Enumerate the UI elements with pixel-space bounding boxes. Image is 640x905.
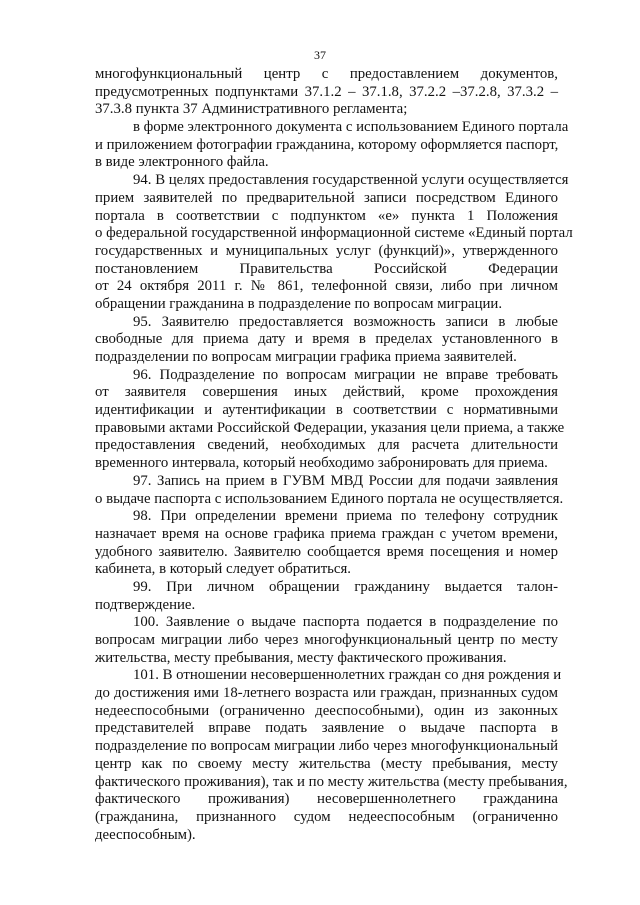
paragraph (95, 579, 558, 614)
text-line: обращении гражданина в подразделение по вопросам миграции. (95, 295, 503, 312)
text-line: прием заявителей по предварительной записи посредством Единого (95, 189, 558, 206)
text-line: о выдаче паспорта с использованием Единого портала не осуществляется. (95, 490, 564, 507)
text-line: правовыми актами Российской Федерации, указания цели приема, а также (95, 419, 565, 436)
text-line: 97. Запись на прием в ГУВМ МВД России для подачи заявления (133, 472, 558, 489)
text-line: 94. В целях предоставления государственной услуги осуществляется (133, 172, 569, 189)
text-line: назначает время на основе графика приема граждан с учетом времени, (95, 525, 558, 542)
paragraph (95, 66, 558, 119)
text-line: свободные для приема дату и время в пределах установленного в (95, 331, 558, 348)
text-line: от 24 октября 2011 г. № 861, телефонной связи, либо при личном (95, 278, 558, 295)
text-line: фактического проживания), так и по месту жительства (месту пребывания, (95, 773, 568, 790)
text-line: 101. В отношении несовершеннолетних граждан со дня рождения и (133, 667, 562, 684)
text-line: о федеральной государственной информационной системе «Единый портал (95, 225, 573, 242)
text-line: предусмотренных подпунктами 37.1.2 – 37.1.8, 37.2.2 –37.2.8, 37.3.2 – (95, 83, 558, 100)
text-line: 98. При определении времени приема по телефону сотрудник (133, 508, 558, 525)
text-line: и приложением фотографии гражданина, которому оформляется паспорт, (95, 136, 559, 153)
text-line: 99. При личном обращении гражданину выдается талон- (133, 578, 558, 595)
text-line: 100. Заявление о выдаче паспорта подается в подразделение по (133, 614, 558, 631)
text-line: предоставления сведений, необходимых для расчета длительности (95, 437, 558, 454)
text-line: вопросам миграции либо через многофункциональный центр по месту (95, 632, 558, 648)
document-body (95, 66, 573, 844)
text-line: в виде электронного файла. (95, 154, 269, 171)
text-line: подразделении по вопросам миграции графика приема заявителей. (95, 349, 517, 365)
text-line: идентификации и аутентификации в соответствии с нормативными (95, 402, 558, 419)
paragraph (95, 667, 568, 844)
text-line: дееспособным). (95, 826, 196, 843)
text-line: центр как по своему месту жительства (месту пребывания, месту (95, 755, 558, 772)
text-line: подтверждение. (95, 596, 196, 613)
text-line: фактического проживания) несовершеннолетнего гражданина (95, 791, 558, 808)
text-line: постановлением Правительства Российской Федерации (95, 260, 558, 277)
paragraph (95, 314, 558, 367)
text-line: от заявителя совершения иных действий, кроме прохождения (95, 384, 558, 401)
text-line: (гражданина, признанного судом недееспособным (ограниченно (95, 808, 558, 825)
text-line: удобного заявителю. Заявителю сообщается время посещения и номер (95, 543, 558, 560)
text-line: многофункциональный центр с предоставлением документов, (95, 66, 558, 82)
paragraph (95, 172, 573, 314)
paragraph (95, 614, 558, 667)
text-line: портала в соответствии с подпунктом «е» пункта 1 Положения (95, 207, 558, 224)
text-line: 95. Заявителю предоставляется возможность записи в любые (133, 313, 558, 330)
text-line: в форме электронного документа с использованием Единого портала (133, 119, 569, 136)
text-line: кабинета, в который следует обратиться. (95, 561, 352, 578)
text-line: государственных и муниципальных услуг (функций)», утвержденного (95, 242, 558, 259)
text-line: представителей вправе подать заявление о выдаче паспорта в (95, 720, 558, 737)
text-line: 37.3.8 пункта 37 Административного регламента; (95, 101, 408, 118)
page-number: 37 (314, 48, 326, 62)
text-line: 96. Подразделение по вопросам миграции не вправе требовать (133, 366, 558, 383)
text-line: недееспособными (ограниченно дееспособными), один из законных (95, 702, 558, 719)
paragraph (95, 119, 569, 172)
paragraph (95, 472, 564, 508)
text-line: подразделение по вопросам миграции либо через многофункциональный (95, 738, 558, 755)
text-line: жительства, месту пребывания, месту фактического проживания. (95, 649, 507, 666)
paragraph (95, 366, 565, 473)
text-line: до достижения ими 18-летнего возраста или граждан, признанных судом (95, 685, 558, 702)
text-line: временного интервала, который необходимо забронировать для приема. (95, 455, 548, 472)
paragraph (95, 508, 558, 579)
